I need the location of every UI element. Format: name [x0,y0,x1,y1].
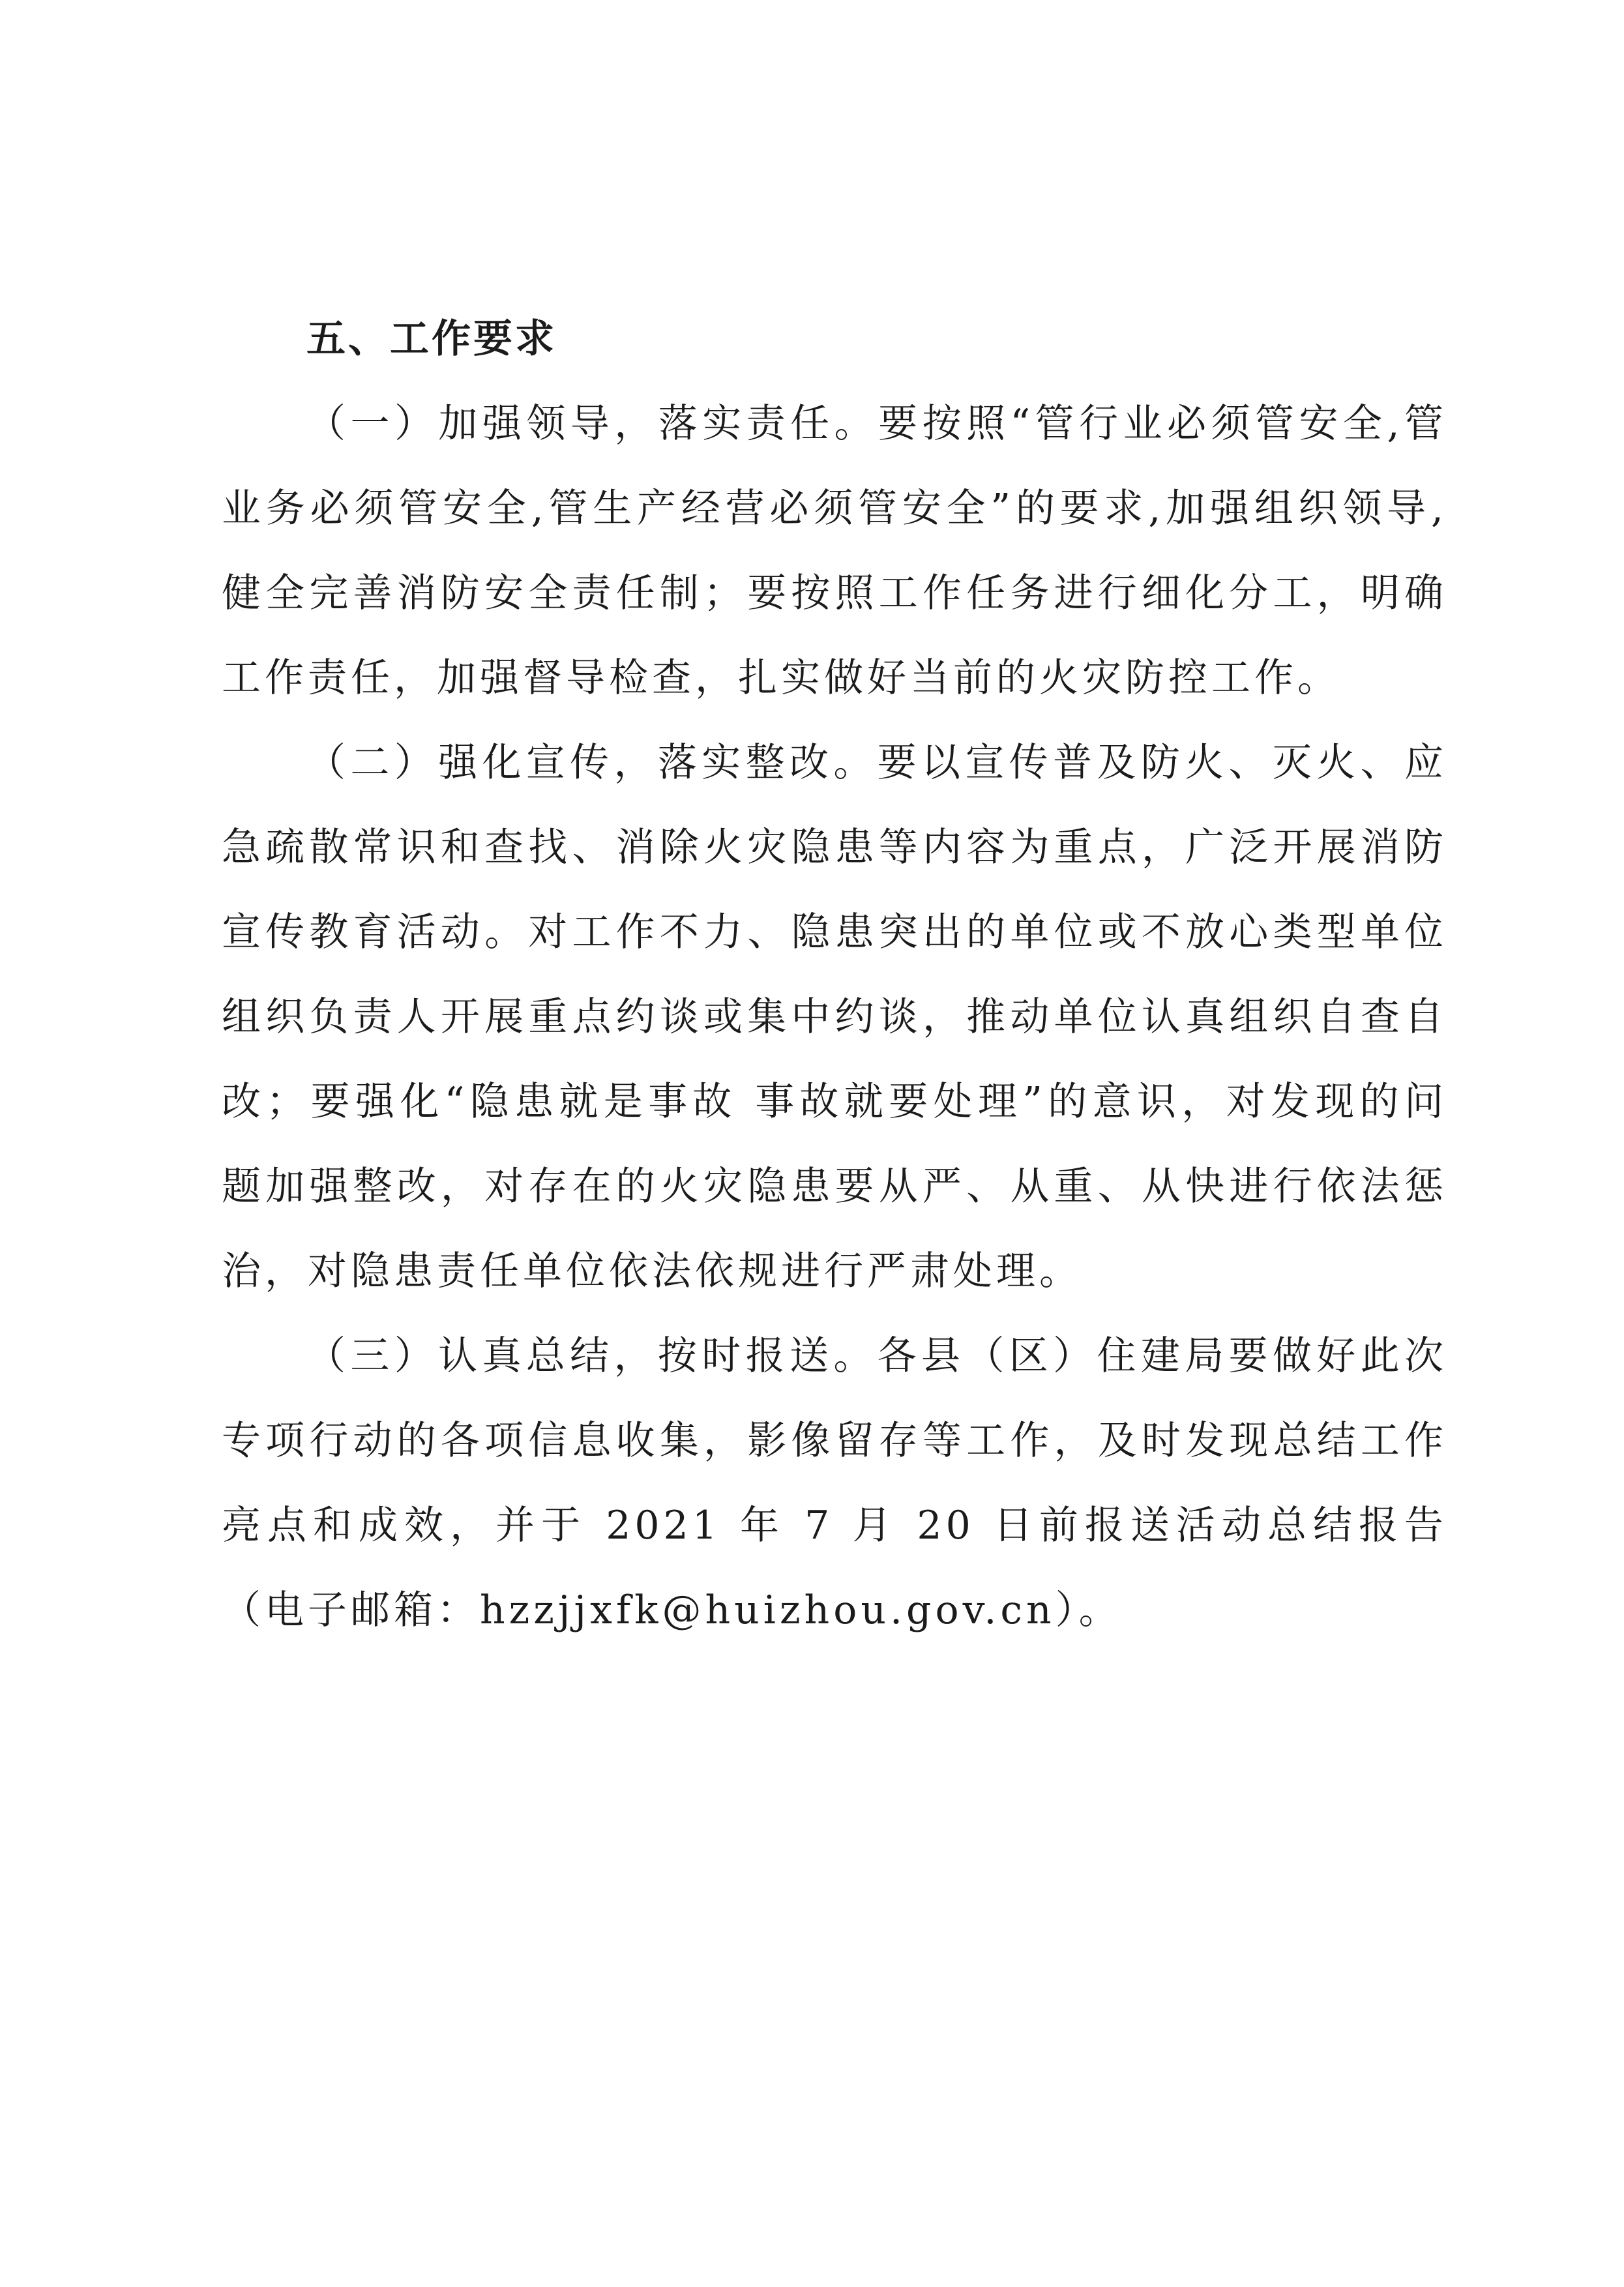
paragraph-reporting: （三）认真总结，按时报送。各县（区）住建局要做好此次专项行动的各项信息收集，影像留存等工作，及时发现总结工作亮点和成效，并于 2021 年 7 月 20 日前报送活动总结报告（电子邮箱：hzzjjxfk@huizhou.gov.cn）。 [222,1333,1447,1633]
section-heading: 五、工作要求 [306,316,557,362]
document-body [222,297,1447,1653]
paragraph-leadership: （一）加强领导，落实责任。要按照“管行业必须管安全,管业务必须管安全,管生产经营必须管安全”的要求,加强组织领导,健全完善消防安全责任制；要按照工作任务进行细化分工，明确工作责任，加强督导检查，扎实做好当前的火灾防控工作。 [222,401,1447,701]
paragraph-publicity: （二）强化宣传，落实整改。要以宣传普及防火、灭火、应急疏散常识和查找、消除火灾隐患等内容为重点，广泛开展消防宣传教育活动。对工作不力、隐患突出的单位或不放心类型单位组织负责人开展重点约谈或集中约谈，推动单位认真组织自查自改；要强化“隐患就是事故 事故就要处理”的意识，对发现的问题加强整改，对存在的火灾隐患要从严、从重、从快进行依法惩治，对隐患责任单位依法依规进行严肃处理。 [222,740,1447,1294]
